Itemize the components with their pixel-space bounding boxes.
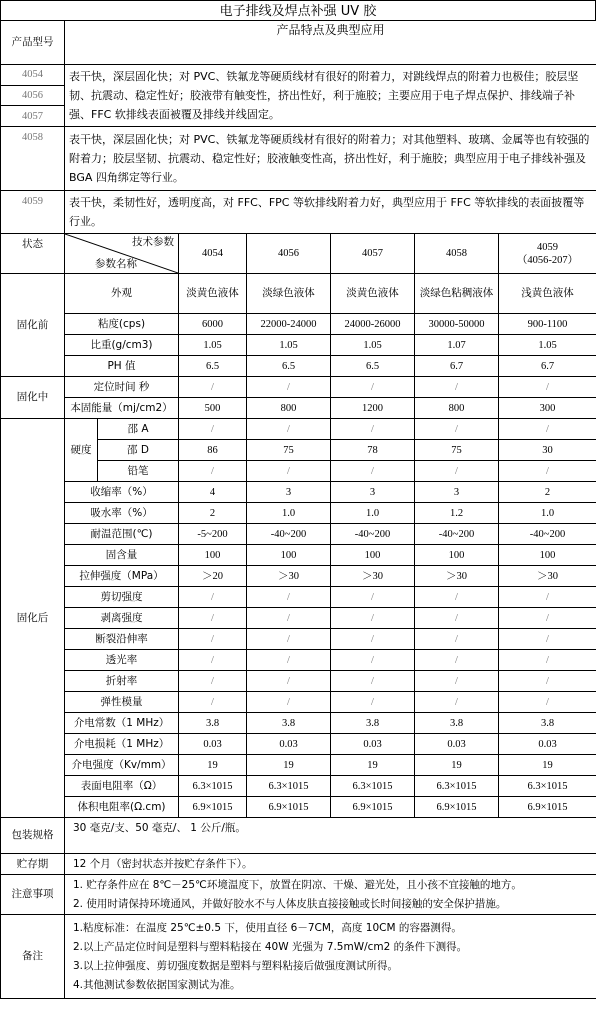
param-name: 固含量 xyxy=(65,545,179,566)
param-value: / xyxy=(247,671,331,692)
param-value: / xyxy=(499,377,596,398)
param-value: 3.8 xyxy=(179,713,247,734)
param-value: 78 xyxy=(331,440,415,461)
section-label: 固化中 xyxy=(1,377,65,419)
param-row xyxy=(1,650,596,671)
param-name: 比重(g/cm3) xyxy=(65,335,179,356)
packaging-row xyxy=(1,818,596,854)
param-value: / xyxy=(499,461,596,482)
model-cell: 4058 xyxy=(1,127,65,191)
param-value: ＞30 xyxy=(499,566,596,587)
param-value: 1.07 xyxy=(415,335,499,356)
param-value: / xyxy=(331,587,415,608)
param-value: / xyxy=(331,419,415,440)
param-value: ＞30 xyxy=(331,566,415,587)
param-value: / xyxy=(179,629,247,650)
param-value: / xyxy=(331,608,415,629)
param-value: / xyxy=(415,461,499,482)
feature-header: 产品特点及典型应用 xyxy=(65,21,596,65)
param-value: 86 xyxy=(179,440,247,461)
param-value: / xyxy=(499,671,596,692)
param-value: 19 xyxy=(415,755,499,776)
param-value: 4 xyxy=(179,482,247,503)
param-value: 0.03 xyxy=(415,734,499,755)
model-header: 产品型号 xyxy=(1,21,65,65)
param-name: PH 值 xyxy=(65,356,179,377)
cautions-list xyxy=(65,875,596,915)
param-value: / xyxy=(415,650,499,671)
param-value: 500 xyxy=(179,398,247,419)
product-row xyxy=(1,191,596,234)
param-value: 6.3×1015 xyxy=(331,776,415,797)
param-value: / xyxy=(331,461,415,482)
param-row xyxy=(1,608,596,629)
param-value: 24000-26000 xyxy=(331,314,415,335)
param-value: / xyxy=(247,650,331,671)
param-row xyxy=(1,274,596,314)
param-value: / xyxy=(499,629,596,650)
packaging-value: 30 毫克/支、50 毫克/、 1 公斤/瓶。 xyxy=(65,818,596,854)
param-value: 1.05 xyxy=(499,335,596,356)
param-value: 75 xyxy=(247,440,331,461)
product-row xyxy=(1,127,596,191)
param-value: 6.3×1015 xyxy=(247,776,331,797)
param-name: 外观 xyxy=(65,274,179,314)
remarks-row xyxy=(1,915,596,999)
param-row xyxy=(1,566,596,587)
cautions-row xyxy=(1,875,596,915)
param-row xyxy=(1,524,596,545)
param-value: / xyxy=(179,671,247,692)
param-value: 6.7 xyxy=(499,356,596,377)
param-value: 800 xyxy=(247,398,331,419)
param-value: 100 xyxy=(331,545,415,566)
param-value: 淡绿色液体 xyxy=(247,274,331,314)
param-value: 6000 xyxy=(179,314,247,335)
param-value: / xyxy=(499,608,596,629)
shelf-life-value: 12 个月（密封状态并按贮存条件下）。 xyxy=(65,854,596,875)
param-value: / xyxy=(415,608,499,629)
param-value: 3.8 xyxy=(247,713,331,734)
remark-item: 3.以上拉伸强度、剪切强度数据是塑料与塑料粘接后做强度测试所得。 xyxy=(73,959,399,972)
param-value: 2 xyxy=(499,482,596,503)
param-row xyxy=(1,398,596,419)
param-value: 6.5 xyxy=(247,356,331,377)
product-header-row xyxy=(1,21,596,65)
section-label: 固化后 xyxy=(1,419,65,818)
param-value: / xyxy=(331,692,415,713)
param-value: 3.8 xyxy=(331,713,415,734)
param-row xyxy=(1,482,596,503)
param-row xyxy=(1,587,596,608)
param-value: / xyxy=(415,671,499,692)
param-value: / xyxy=(247,377,331,398)
col-header: 4057 xyxy=(331,234,415,274)
param-name: 吸水率（%） xyxy=(65,503,179,524)
param-value: 6.9×1015 xyxy=(499,797,596,818)
tech-param-label: 技术参数 xyxy=(132,236,174,248)
param-value: 6.3×1015 xyxy=(499,776,596,797)
remark-item: 1.粘度标准：在温度 25℃±0.5 下，使用直径 6－7CM，高度 10CM 的容器测得。 xyxy=(73,921,462,934)
model-cell: 4056 xyxy=(1,85,65,106)
param-row xyxy=(1,734,596,755)
param-value: -40~200 xyxy=(499,524,596,545)
param-row xyxy=(1,671,596,692)
param-value: 6.9×1015 xyxy=(331,797,415,818)
param-value: 1200 xyxy=(331,398,415,419)
param-row xyxy=(1,503,596,524)
param-name: 透光率 xyxy=(65,650,179,671)
param-name: 本固能量（mj/cm2） xyxy=(65,398,179,419)
col-header: 4058 xyxy=(415,234,499,274)
section-label: 固化前 xyxy=(1,274,65,377)
cautions-label: 注意事项 xyxy=(1,875,65,915)
param-value: / xyxy=(247,692,331,713)
param-value: / xyxy=(247,419,331,440)
param-value: 1.0 xyxy=(499,503,596,524)
param-row xyxy=(1,335,596,356)
product-description: 表干快，深层固化快；对 PVC、铁氟龙等硬质线材有很好的附着力；对其他塑料、玻璃、金属等也有较强的附着力；胶层坚韧、抗震动、稳定性好；胶液触变性高，挤出性好，利于施胶；典型应用于电子排线补强及 BGA 四角绑定等行业。 xyxy=(65,127,596,191)
param-name: 介电强度（Kv/mm） xyxy=(65,755,179,776)
param-value: / xyxy=(415,692,499,713)
model-cell: 4054 xyxy=(1,65,65,86)
param-name: 粘度(cps) xyxy=(65,314,179,335)
product-description: 表干快，深层固化快；对 PVC、铁氟龙等硬质线材有很好的附着力，对跳线焊点的附着力也极佳；胶层坚韧、抗震动、稳定性好；胶液带有触变性，挤出性好，利于施胶；主要应用于电子焊点保护、排线端子补强、FFC 软排线表面被覆及排线并线固定。 xyxy=(65,65,596,127)
col-header: 4054 xyxy=(179,234,247,274)
param-value: -40~200 xyxy=(415,524,499,545)
param-row xyxy=(1,713,596,734)
param-value: 100 xyxy=(415,545,499,566)
param-value: ＞30 xyxy=(415,566,499,587)
param-value: 1.05 xyxy=(179,335,247,356)
param-value: 0.03 xyxy=(247,734,331,755)
param-value: 6.5 xyxy=(331,356,415,377)
param-value: / xyxy=(179,419,247,440)
param-value: 30000-50000 xyxy=(415,314,499,335)
param-name: 定位时间 秒 xyxy=(65,377,179,398)
param-value: / xyxy=(415,587,499,608)
document-title: 电子排线及焊点补强 UV 胶 xyxy=(0,0,596,21)
param-value: 100 xyxy=(179,545,247,566)
param-value: 30 xyxy=(499,440,596,461)
param-value: 19 xyxy=(331,755,415,776)
param-value: / xyxy=(415,419,499,440)
param-value: -5~200 xyxy=(179,524,247,545)
param-value: 6.3×1015 xyxy=(415,776,499,797)
param-value: 100 xyxy=(247,545,331,566)
param-value: / xyxy=(415,629,499,650)
remarks-label: 备注 xyxy=(1,915,65,999)
param-name-label: 参数名称 xyxy=(95,258,137,270)
param-value: / xyxy=(331,671,415,692)
param-value: 6.9×1015 xyxy=(179,797,247,818)
param-name: 邵 A xyxy=(98,419,179,440)
param-value: ＞20 xyxy=(179,566,247,587)
param-value: / xyxy=(179,461,247,482)
param-value: 300 xyxy=(499,398,596,419)
product-description: 表干快，柔韧性好，透明度高，对 FFC、FPC 等软排线附着力好，典型应用于 FFC 等软排线的表面披覆等行业。 xyxy=(65,191,596,234)
shelf-life-label: 贮存期 xyxy=(1,854,65,875)
param-row xyxy=(1,356,596,377)
param-value: 900-1100 xyxy=(499,314,596,335)
param-name: 介电损耗（1 MHz） xyxy=(65,734,179,755)
param-row xyxy=(1,314,596,335)
param-value: / xyxy=(415,377,499,398)
param-value: 3 xyxy=(247,482,331,503)
param-value: 19 xyxy=(247,755,331,776)
param-value: 0.03 xyxy=(499,734,596,755)
param-value: 1.0 xyxy=(331,503,415,524)
param-value: / xyxy=(179,587,247,608)
param-value: -40~200 xyxy=(247,524,331,545)
param-row xyxy=(1,776,596,797)
param-value: 淡绿色粘稠液体 xyxy=(415,274,499,314)
shelf-life-row xyxy=(1,854,596,875)
param-value: 6.9×1015 xyxy=(415,797,499,818)
param-value: 6.9×1015 xyxy=(247,797,331,818)
param-value: 3 xyxy=(331,482,415,503)
param-name: 拉伸强度（MPa） xyxy=(65,566,179,587)
remark-item: 2.以上产品定位时间是塑料与塑料粘接在 40W 光强为 7.5mW/cm2 的条件下测得。 xyxy=(73,940,468,953)
caution-item: 1. 贮存条件应在 8℃－25℃环境温度下，放置在阴凉、干燥、避光处，且小孩不宜接触的地方。 xyxy=(73,878,522,891)
spec-table xyxy=(0,20,596,999)
col-header: 4056 xyxy=(247,234,331,274)
param-value: 0.03 xyxy=(331,734,415,755)
col-header-main: 4059 xyxy=(537,241,559,253)
param-value: / xyxy=(247,461,331,482)
param-name: 折射率 xyxy=(65,671,179,692)
param-value: 1.05 xyxy=(331,335,415,356)
param-value: 75 xyxy=(415,440,499,461)
param-name: 介电常数（1 MHz） xyxy=(65,713,179,734)
param-row xyxy=(1,629,596,650)
param-name: 铅笔 xyxy=(98,461,179,482)
param-value: 6.3×1015 xyxy=(179,776,247,797)
caution-item: 2. 使用时请保持环境通风，并做好胶水不与人体皮肤直接接触或长时间接触的安全保护措施。 xyxy=(73,897,507,910)
param-value: 19 xyxy=(499,755,596,776)
param-value: 1.0 xyxy=(247,503,331,524)
param-row xyxy=(1,419,596,440)
param-value: 19 xyxy=(179,755,247,776)
param-name: 耐温范围(℃) xyxy=(65,524,179,545)
param-value: / xyxy=(331,377,415,398)
param-value: 22000-24000 xyxy=(247,314,331,335)
param-corner-cell xyxy=(65,234,179,274)
param-value: / xyxy=(247,608,331,629)
param-value: 800 xyxy=(415,398,499,419)
param-value: / xyxy=(331,629,415,650)
param-value: / xyxy=(247,587,331,608)
param-row xyxy=(1,545,596,566)
param-value: / xyxy=(179,377,247,398)
param-name: 剪切强度 xyxy=(65,587,179,608)
param-value: / xyxy=(499,692,596,713)
model-cell: 4059 xyxy=(1,191,65,234)
state-header: 状态 xyxy=(1,234,65,274)
param-value: / xyxy=(331,650,415,671)
param-value: 6.7 xyxy=(415,356,499,377)
packaging-label: 包装规格 xyxy=(1,818,65,854)
param-value: / xyxy=(179,608,247,629)
param-value: / xyxy=(499,587,596,608)
param-value: / xyxy=(499,419,596,440)
param-value: 淡黄色液体 xyxy=(179,274,247,314)
param-name: 体积电阻率(Ω.cm) xyxy=(65,797,179,818)
param-name: 弹性模量 xyxy=(65,692,179,713)
param-value: 1.05 xyxy=(247,335,331,356)
param-name: 邵 D xyxy=(98,440,179,461)
param-value: 3 xyxy=(415,482,499,503)
param-value: 2 xyxy=(179,503,247,524)
param-value: ＞30 xyxy=(247,566,331,587)
param-name: 表面电阻率（Ω） xyxy=(65,776,179,797)
param-row xyxy=(1,377,596,398)
param-value: / xyxy=(499,650,596,671)
hardness-label: 硬度 xyxy=(65,419,98,482)
param-row xyxy=(1,755,596,776)
param-row xyxy=(1,692,596,713)
param-value: -40~200 xyxy=(331,524,415,545)
remark-item: 4.其他测试参数依据国家测试为准。 xyxy=(73,978,241,991)
param-value: 0.03 xyxy=(179,734,247,755)
product-row xyxy=(1,65,596,86)
param-value: 100 xyxy=(499,545,596,566)
param-value: 3.8 xyxy=(499,713,596,734)
remarks-list xyxy=(65,915,596,999)
col-header-sub: （4056-207） xyxy=(516,254,579,266)
param-value: 浅黄色液体 xyxy=(499,274,596,314)
param-value: / xyxy=(179,650,247,671)
param-value: 淡黄色液体 xyxy=(331,274,415,314)
param-value: 6.5 xyxy=(179,356,247,377)
param-header-row xyxy=(1,234,596,274)
param-value: 3.8 xyxy=(415,713,499,734)
param-name: 剥离强度 xyxy=(65,608,179,629)
param-name: 断裂沿伸率 xyxy=(65,629,179,650)
param-value: / xyxy=(247,629,331,650)
col-header xyxy=(499,234,596,274)
param-value: 1.2 xyxy=(415,503,499,524)
param-row xyxy=(1,797,596,818)
model-cell: 4057 xyxy=(1,106,65,127)
param-value: / xyxy=(179,692,247,713)
param-name: 收缩率（%） xyxy=(65,482,179,503)
